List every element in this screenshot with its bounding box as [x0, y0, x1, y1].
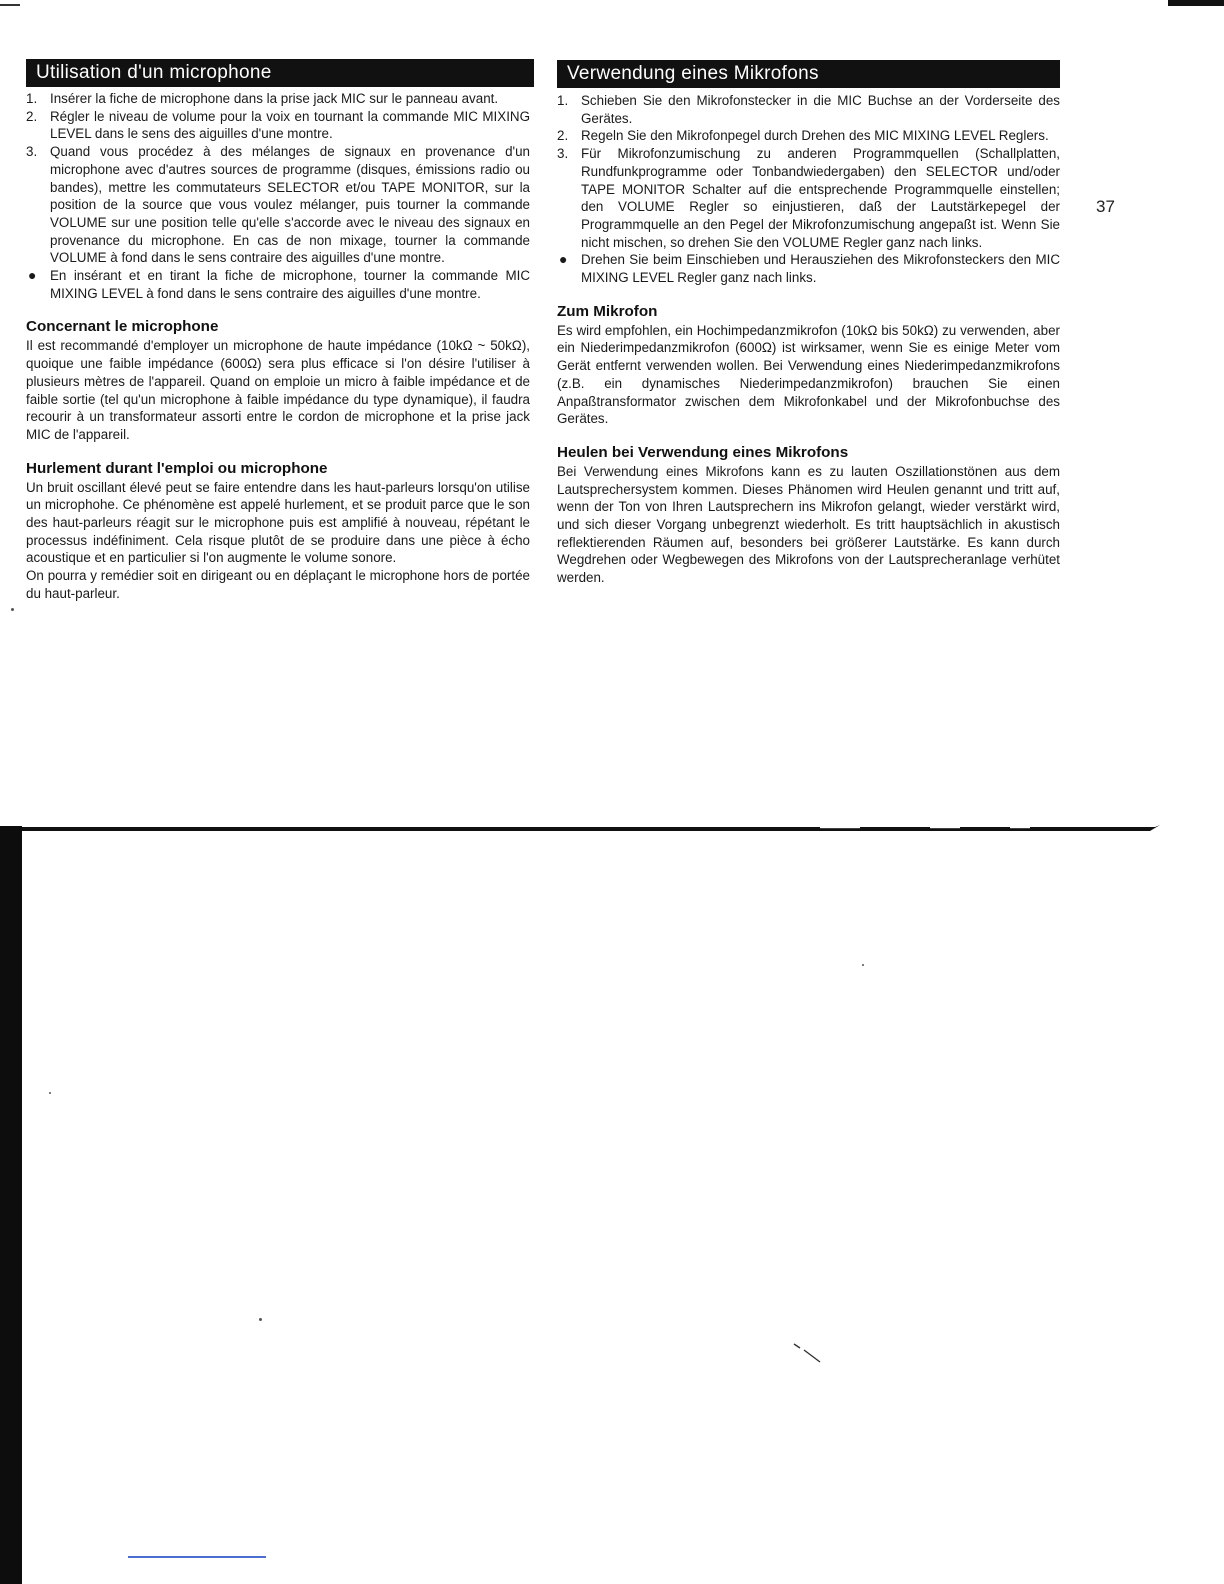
german-step-1: [557, 92, 1060, 127]
french-step-2: [26, 108, 530, 143]
bullet-text: En insérant et en tirant la fiche de microphone, tourner la commande MIC MIXING LEVEL à fond dans le sens contraire des aiguilles d'une montre.: [50, 268, 530, 301]
scan-speck: [862, 964, 864, 966]
german-body: [557, 92, 1060, 587]
french-howl-paragraph: Un bruit oscillant élevé peut se faire entendre dans les haut-parleurs lorsqu'on utilise un microphohe. Ce phénomène est appelé hurlement, et se produit parce que le son des haut-parleurs réagit sur le microphone puis est amplifié à nouveau, répétant le processus indéfiniment. Cela risque plutôt de se produire dans une pièce à écho acoustique et en particulier si l'on augmente le volume sonore.: [26, 479, 530, 566]
french-step-3: [26, 143, 530, 267]
step-number: 2.: [26, 108, 38, 124]
step-text: Régler le niveau de volume pour la voix en tournant la commande MIC MIXING LEVEL dans le sens des aiguilles d'une montre.: [50, 108, 530, 142]
french-mic-heading: Concernant le microphone: [26, 318, 219, 336]
german-bullet-list: [557, 251, 1060, 286]
step-text: Regeln Sie den Mikrofonpegel durch Drehen des MIC MIXING LEVEL Reglers.: [581, 128, 1049, 144]
german-title-banner: Verwendung eines Mikrofons: [557, 60, 1060, 88]
scan-dark-edge: [0, 826, 22, 1584]
fold-stroke: [0, 825, 1160, 831]
bullet-text: Drehen Sie beim Einschieben und Herausziehen des Mikrofonsteckers den MIC MIXING LEVEL Regler ganz nach links.: [581, 252, 1060, 286]
scan-speck: [11, 608, 14, 611]
step-number: 1.: [557, 93, 569, 108]
german-howl-paragraph: Bei Verwendung eines Mikrofons kann es zu lauten Oszillationstönen aus dem Lautsprechersystem kommen. Dieses Phänomen wird Heulen genannt und tritt auf, wenn der Ton von Ihren Lautsprechern ins Mikrofon gelangt, wieder verstärkt wird, und sich dieser Vorgang unbegrenzt wiederholt. Es tritt hauptsächlich in akustisch reflektierenden Räumen auf, besonders bei größerer Lautstärke. Es kann durch Wegdrehen oder Wegbewegen des Mikrofons von der Lautsprecheranlage verhütet werden.: [557, 463, 1060, 586]
fold-gap: [820, 827, 860, 828]
german-step-3: [557, 145, 1060, 251]
scan-speck: [49, 1092, 51, 1094]
french-title-banner: Utilisation d'un microphone: [26, 59, 534, 87]
step-text: Insérer la fiche de microphone dans la prise jack MIC sur le panneau avant.: [50, 91, 499, 106]
step-text: Schieben Sie den Mikrofonstecker in die MIC Buchse an der Vorderseite des Gerätes.: [581, 93, 1060, 126]
pen-stroke-mark: [792, 1340, 828, 1364]
bullet-icon: ●: [559, 251, 568, 268]
page-number: 37: [1096, 197, 1115, 216]
step-number: 1.: [26, 91, 38, 106]
scan-speck: [259, 1318, 262, 1321]
german-howl-heading: Heulen bei Verwendung eines Mikrofons: [557, 443, 849, 461]
french-howl-remedy: On pourra y remédier soit en dirigeant ou en déplaçant le microphone hors de portée du haut-parleur.: [26, 568, 530, 601]
step-number: 2.: [557, 128, 569, 144]
fold-gap: [1010, 827, 1030, 828]
bullet-icon: ●: [28, 267, 37, 284]
fold-gap: [930, 827, 960, 828]
french-step-1: [26, 90, 530, 108]
german-bullet-note: [557, 251, 1060, 286]
french-body: [26, 90, 530, 603]
french-steps: [26, 90, 530, 267]
page-fold-edge: [0, 824, 1160, 832]
german-mic-heading: Zum Mikrofon: [557, 302, 658, 320]
french-bullet-list: [26, 267, 530, 302]
step-number: 3.: [557, 146, 569, 162]
german-step-2: [557, 127, 1060, 145]
step-number: 3.: [26, 144, 38, 160]
pen-stroke-line: [794, 1344, 820, 1362]
french-bullet-note: [26, 267, 530, 302]
step-text: Für Mikrofonzumischung zu anderen Programmquellen (Schallplatten, Rundfunkprogramme oder Tonbandwiedergaben) den SELECTOR und/oder TAPE MONITOR Schalter auf die entsprechende Programmquelle einstellen; den VOLUME Regler so einjustieren, daß der Lautstärkepegel der Programmquelle an den Pegel der Mikrofonzumischung angepaßt ist. Wenn Sie nicht mischen, so drehen Sie den VOLUME Regler ganz nach links.: [581, 146, 1060, 250]
german-steps: [557, 92, 1060, 251]
blue-rule: [128, 1556, 266, 1558]
french-howl-heading: Hurlement durant l'emploi ou microphone: [26, 459, 328, 477]
step-text: Quand vous procédez à des mélanges de signaux en provenance d'un microphone avec d'autres sources de programme (disques, émissions radio ou bandes), mettre les commutateurs SELECTOR et/ou TAPE MONITOR, sur la position de la source que vous voulez mélanger, puis tourner la commande VOLUME sur une position telle qu'elle s'accorde avec le niveau des signaux en provenance du microphone. En cas de non mixage, tourner la commande VOLUME à fond dans le sens contraire des aiguilles d'une montre.: [50, 144, 530, 266]
french-mic-paragraph: Il est recommandé d'employer un microphone de haute impédance (10kΩ ~ 50kΩ), quoique une faible impédance (600Ω) sera plus efficace si l'on désire l'utiliser à plusieurs mètres de l'appareil. Quand on emploie un micro à faible impédance et de faible sortie (tel qu'un microphone à faible impédance du type dynamique), il faudra recourir à un transformateur assorti entre le cordon de microphone et la prise jack MIC de l'appareil.: [26, 338, 530, 442]
german-mic-paragraph: Es wird empfohlen, ein Hochimpedanzmikrofon (10kΩ bis 50kΩ) zu verwenden, aber ein Niederimpedanzmikrofon (600Ω) ist wirksamer, wenn Sie es einige Meter vom Gerät entfernt verwenden wollen. Bei Verwendung eines Niederimpedanzmikrofons (z.B. ein dynamisches Niederimpedanzmikrofon) brauchen Sie einen Anpaßtransformator zwischen dem Mikrofonkabel und der Mikrofonbuchse des Gerätes.: [557, 322, 1060, 427]
